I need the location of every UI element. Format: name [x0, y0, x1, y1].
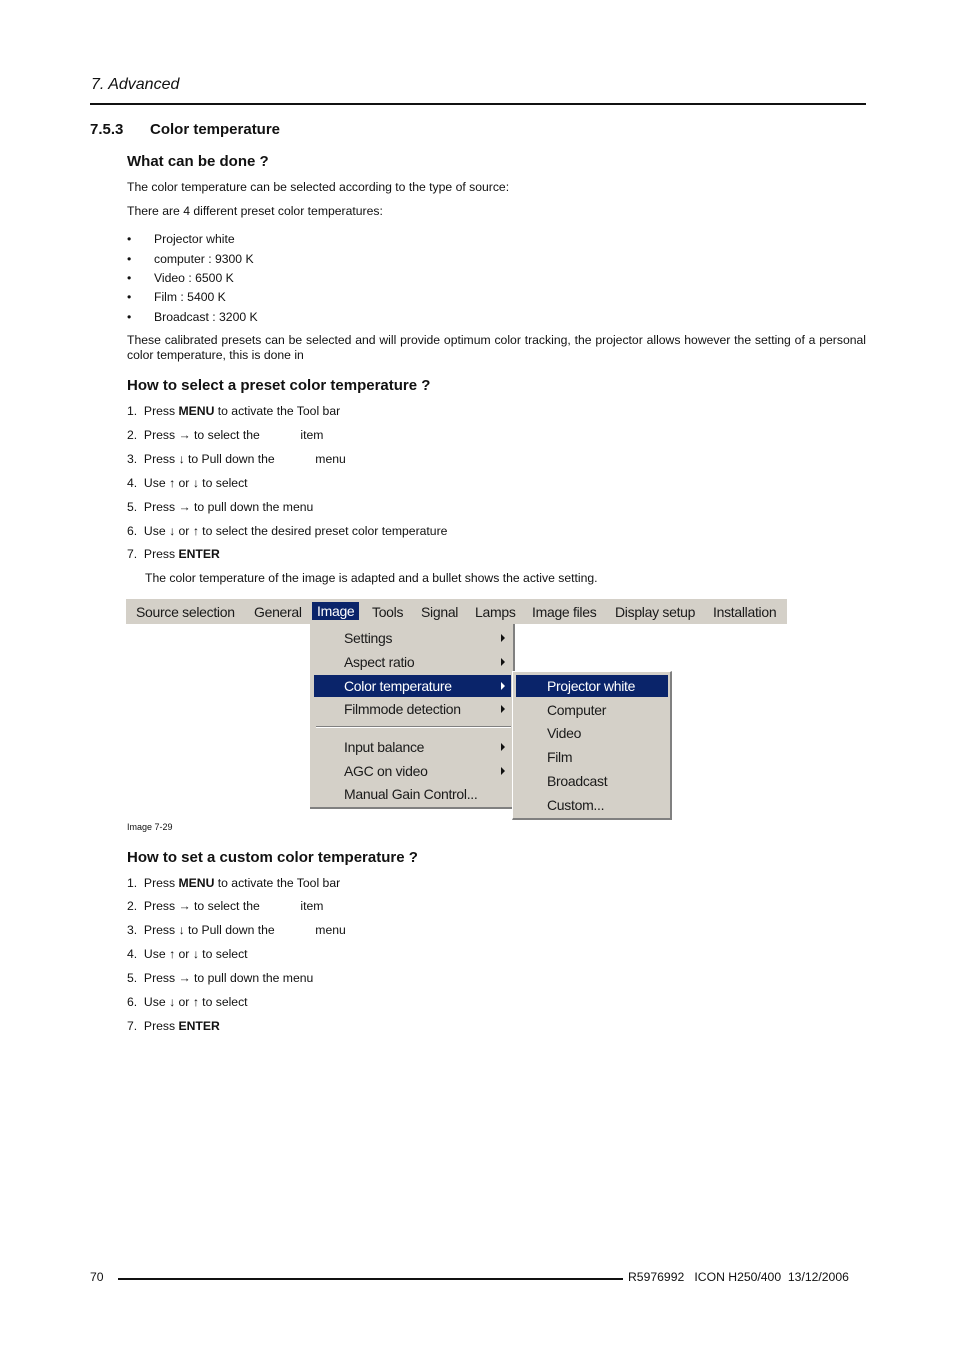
menubar-item-installation[interactable]: Installation — [713, 604, 777, 620]
submenu-item-label: Projector white — [547, 678, 636, 694]
chapter-title: 7. Advanced — [91, 76, 180, 93]
step: 6. Use ↓ or ↑ to select — [127, 995, 248, 1009]
image-dropdown-menu — [310, 624, 515, 809]
submenu-arrow-icon — [501, 634, 505, 642]
list-item: Broadcast : 3200 K — [154, 310, 258, 324]
menubar-item-signal[interactable]: Signal — [421, 604, 459, 620]
menu-item-label: Manual Gain Control... — [344, 786, 478, 802]
page-number: 70 — [90, 1270, 104, 1284]
step: 3. Press ↓ to Pull down the menu — [127, 452, 346, 466]
note-adapted: The color temperature of the image is adapted and a bullet shows the active setting. — [145, 571, 598, 585]
list-item: Projector white — [154, 232, 235, 246]
submenu-item-label: Custom... — [547, 797, 605, 813]
step: 6. Use ↓ or ↑ to select the desired preset color temperature — [127, 524, 448, 538]
paragraph-presets: There are 4 different preset color temperatures: — [127, 204, 383, 218]
submenu-item-computer[interactable] — [516, 699, 668, 721]
step: 7. Press ENTER — [127, 1019, 220, 1033]
menu-item-label: Input balance — [344, 739, 425, 755]
list-item: computer : 9300 K — [154, 252, 254, 266]
list-item: Video : 6500 K — [154, 271, 234, 285]
step: 7. Press ENTER — [127, 547, 220, 561]
step: 3. Press ↓ to Pull down the menu — [127, 923, 346, 937]
section-number: 7.5.3 — [90, 121, 124, 138]
step: 1. Press MENU to activate the Tool bar — [127, 876, 341, 890]
step: 1. Press MENU to activate the Tool bar — [127, 404, 341, 418]
menu-item-manual-gain-control[interactable] — [314, 783, 511, 805]
submenu-item-video[interactable] — [516, 722, 668, 744]
bullet-marker: • — [127, 271, 132, 285]
submenu-arrow-icon — [501, 682, 505, 690]
heading-select-preset: How to select a preset color temperature ? — [127, 377, 431, 394]
color-temperature-submenu — [512, 671, 672, 820]
bullet-marker: • — [127, 252, 132, 266]
submenu-item-projector-white[interactable] — [516, 675, 668, 697]
menubar-item-tools[interactable]: Tools — [372, 604, 404, 620]
image-caption: Image 7-29 — [127, 822, 173, 832]
menubar-item-lamps[interactable]: Lamps — [475, 604, 516, 620]
footer-rule — [118, 1278, 623, 1280]
heading-what-can-be-done: What can be done ? — [127, 153, 269, 170]
step: 2. Press → to select the item — [127, 899, 324, 913]
submenu-arrow-icon — [501, 743, 505, 751]
submenu-item-label: Film — [547, 749, 573, 765]
menubar-item-display-setup[interactable]: Display setup — [615, 604, 696, 620]
menu-item-aspect-ratio[interactable] — [314, 651, 511, 673]
submenu-item-custom[interactable] — [516, 794, 668, 816]
menu-item-label: AGC on video — [344, 763, 428, 779]
list-item: Film : 5400 K — [154, 290, 226, 304]
paragraph-calibrated-presets: These calibrated presets can be selected and will provide optimum color tracking, the projector allows however the setting of a personal color temperature, this is done in — [127, 333, 866, 362]
menu-item-color-temperature[interactable] — [314, 675, 511, 697]
paragraph-source-type: The color temperature can be selected according to the type of source: — [127, 180, 510, 194]
menu-item-label: Color temperature — [344, 678, 452, 694]
header-rule — [90, 103, 866, 105]
menubar-item-image[interactable]: Image — [312, 602, 359, 620]
menu-item-input-balance[interactable] — [314, 736, 511, 758]
menubar-item-image-files[interactable]: Image files — [532, 604, 597, 620]
step: 5. Press → to pull down the menu — [127, 971, 314, 985]
submenu-arrow-icon — [501, 658, 505, 666]
heading-custom-temperature: How to set a custom color temperature ? — [127, 849, 418, 866]
step: 4. Use ↑ or ↓ to select — [127, 947, 248, 961]
bullet-marker: • — [127, 310, 132, 324]
menu-item-settings[interactable] — [314, 627, 511, 649]
menu-bar — [126, 599, 787, 624]
menu-separator — [316, 726, 511, 728]
submenu-item-label: Broadcast — [547, 773, 608, 789]
submenu-item-label: Video — [547, 725, 582, 741]
step: 5. Press → to pull down the menu — [127, 500, 314, 514]
menu-item-agc-on-video[interactable] — [314, 760, 511, 782]
menubar-item-general[interactable]: General — [254, 604, 302, 620]
menubar-item-source-selection[interactable]: Source selection — [136, 604, 235, 620]
submenu-item-film[interactable] — [516, 746, 668, 768]
menu-item-label: Filmmode detection — [344, 701, 461, 717]
step: 4. Use ↑ or ↓ to select — [127, 476, 248, 490]
submenu-item-label: Computer — [547, 702, 607, 718]
submenu-arrow-icon — [501, 705, 505, 713]
bullet-marker: • — [127, 290, 132, 304]
step: 2. Press → to select the item — [127, 428, 324, 442]
section-title: Color temperature — [150, 121, 281, 138]
bullet-marker: • — [127, 232, 132, 246]
menu-item-filmmode-detection[interactable] — [314, 698, 511, 720]
document-reference: R5976992 ICON H250/400 13/12/2006 — [628, 1270, 849, 1284]
submenu-arrow-icon — [501, 767, 505, 775]
submenu-item-broadcast[interactable] — [516, 770, 668, 792]
menu-item-label: Settings — [344, 630, 393, 646]
menu-item-label: Aspect ratio — [344, 654, 415, 670]
